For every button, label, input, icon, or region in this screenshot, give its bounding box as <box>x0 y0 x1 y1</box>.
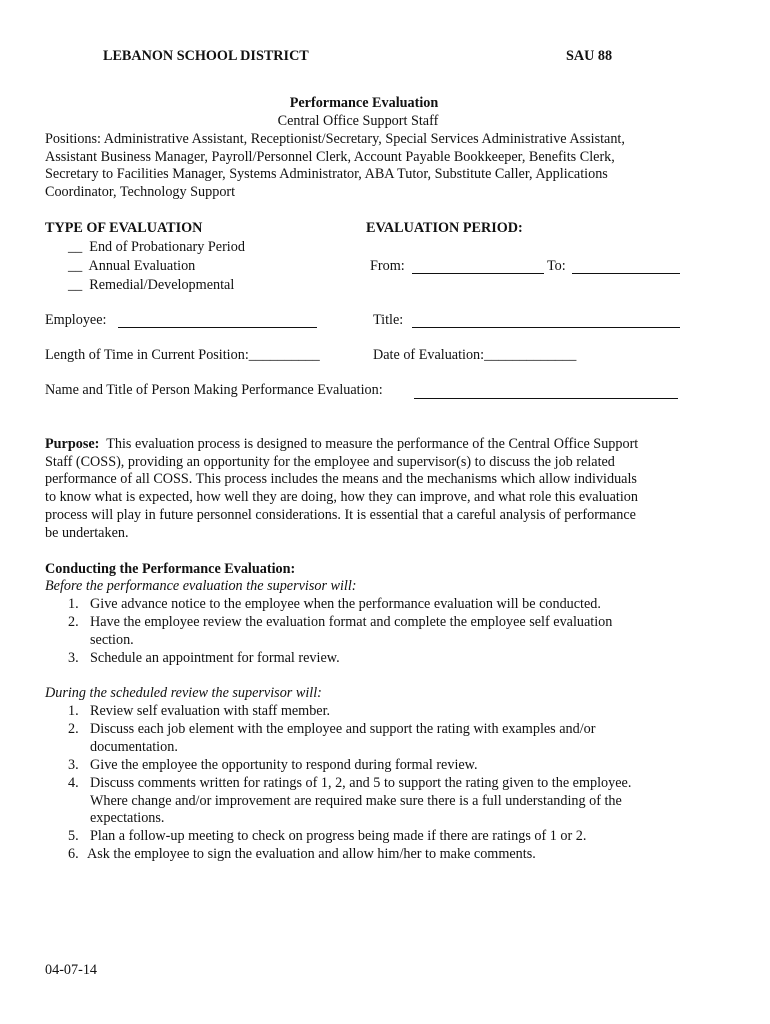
revision-date: 04-07-14 <box>45 962 98 978</box>
list-item: Ask the employee to sign the evaluation and allow him/her to make comments. <box>87 846 536 862</box>
list-item: Give advance notice to the employee when the performance evaluation will be conducted. <box>90 596 601 612</box>
to-date-field[interactable] <box>572 259 680 274</box>
district-name: LEBANON SCHOOL DISTRICT <box>103 48 309 64</box>
evaluator-label: Name and Title of Person Making Performance Evaluation: <box>45 382 383 398</box>
employee-field[interactable] <box>118 313 317 328</box>
document-title: Performance Evaluation <box>289 95 439 111</box>
title-field[interactable] <box>412 313 680 328</box>
list-item-number: 2. <box>68 614 79 630</box>
positions-line: Coordinator, Technology Support <box>45 184 236 200</box>
list-item-number: 3. <box>68 650 79 666</box>
evaluation-period-heading: EVALUATION PERIOD: <box>366 220 523 236</box>
checkbox-blank: __ <box>68 239 83 255</box>
list-item: Discuss comments written for ratings of 1, 2, and 5 to support the rating given to the employee. <box>90 775 632 791</box>
title-label: Title: <box>373 312 404 328</box>
purpose-text: This evaluation process is designed to measure the performance of the Central Office Support <box>106 436 639 452</box>
before-review-heading: Before the performance evaluation the supervisor will: <box>45 578 357 594</box>
list-item-number: 1. <box>68 703 79 719</box>
list-item: Give the employee the opportunity to respond during formal review. <box>90 757 478 773</box>
positions-line: Positions: Administrative Assistant, Receptionist/Secretary, Special Services Administrative Assistant, <box>45 131 625 147</box>
from-date-field[interactable] <box>412 259 544 274</box>
list-item-number: 5. <box>68 828 79 844</box>
evaluation-type-heading: TYPE OF EVALUATION <box>45 220 203 236</box>
date-of-evaluation-field[interactable]: Date of Evaluation:_____________ <box>373 347 577 363</box>
to-label: To: <box>547 258 566 274</box>
evaluation-type-option[interactable] <box>68 258 195 276</box>
purpose-text: process will play in future personnel considerations. It is essential that a careful analysis of performance <box>45 507 636 523</box>
purpose-label: Purpose: <box>45 436 100 452</box>
list-item-number: 3. <box>68 757 79 773</box>
list-item: Discuss each job element with the employee and support the rating with examples and/or <box>90 721 596 737</box>
list-item-continuation: section. <box>90 632 134 648</box>
evaluation-type-option[interactable] <box>68 239 245 257</box>
employee-label: Employee: <box>45 312 107 328</box>
option-label: Remedial/Developmental <box>89 277 235 293</box>
list-item: Have the employee review the evaluation format and complete the employee self evaluation <box>90 614 613 630</box>
evaluation-type-option[interactable] <box>68 277 234 295</box>
list-item-continuation: expectations. <box>90 810 165 826</box>
list-item-number: 2. <box>68 721 79 737</box>
option-label: Annual Evaluation <box>88 258 196 274</box>
purpose-text: performance of all COSS. This process includes the means and the mechanisms which allow individuals <box>45 471 637 487</box>
sau-number: SAU 88 <box>566 48 613 64</box>
list-item-number: 6. <box>68 846 79 862</box>
list-item: Plan a follow-up meeting to check on progress being made if there are ratings of 1 or 2. <box>90 828 587 844</box>
evaluator-field[interactable] <box>414 384 678 399</box>
length-in-position-field[interactable]: Length of Time in Current Position:__________ <box>45 347 320 363</box>
conducting-heading: Conducting the Performance Evaluation: <box>45 561 296 577</box>
purpose-text: to know what is expected, how well they are doing, how they can improve, and what role this evaluation <box>45 489 638 505</box>
list-item-number: 1. <box>68 596 79 612</box>
list-item: Schedule an appointment for formal review. <box>90 650 340 666</box>
option-label: End of Probationary Period <box>89 239 245 255</box>
list-item-number: 4. <box>68 775 79 791</box>
checkbox-blank: __ <box>68 258 83 274</box>
from-label: From: <box>370 258 405 274</box>
list-item-continuation: documentation. <box>90 739 178 755</box>
list-item: Review self evaluation with staff member. <box>90 703 331 719</box>
list-item-continuation: Where change and/or improvement are required make sure there is a full understanding of the <box>90 793 622 809</box>
document-subtitle: Central Office Support Staff <box>277 113 439 129</box>
checkbox-blank: __ <box>68 277 83 293</box>
purpose-text: be undertaken. <box>45 525 129 541</box>
purpose-text: Staff (COSS), providing an opportunity for the employee and supervisor(s) to discuss the job related <box>45 454 615 470</box>
purpose-first-line <box>45 436 638 454</box>
during-review-heading: During the scheduled review the supervisor will: <box>45 685 322 701</box>
positions-line: Secretary to Facilities Manager, Systems Administrator, ABA Tutor, Substitute Caller, Applications <box>45 166 608 182</box>
positions-line: Assistant Business Manager, Payroll/Personnel Clerk, Account Payable Bookkeeper, Benefits Clerk, <box>45 149 615 165</box>
